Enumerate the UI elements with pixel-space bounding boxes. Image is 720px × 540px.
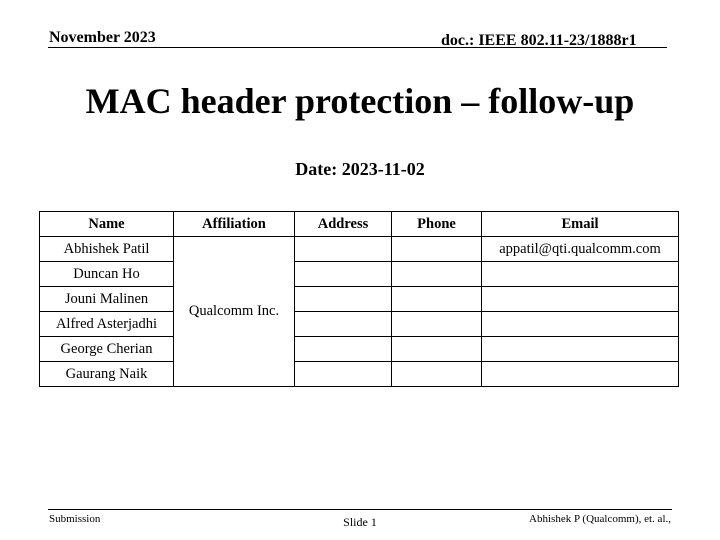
author-address (295, 287, 392, 312)
table-row (40, 262, 679, 287)
author-address (295, 262, 392, 287)
authors-table (39, 211, 679, 387)
footer-divider (48, 509, 672, 510)
author-phone (392, 337, 482, 362)
table-row (40, 362, 679, 387)
table-row (40, 237, 679, 262)
author-email (482, 262, 679, 287)
table-row (40, 287, 679, 312)
author-email: appatil@qti.qualcomm.com (482, 237, 679, 262)
author-address (295, 337, 392, 362)
slide-date: Date: 2023-11-02 (295, 159, 425, 179)
author-address (295, 312, 392, 337)
header-doc-id: doc.: IEEE 802.11-23/1888r1 (441, 32, 637, 49)
header-divider (48, 47, 667, 48)
author-name: Alfred Asterjadhi (40, 312, 174, 337)
author-name: Abhishek Patil (40, 237, 174, 262)
footer-slide-number: Slide 1 (343, 515, 377, 529)
author-email (482, 362, 679, 387)
author-name: Jouni Malinen (40, 287, 174, 312)
author-phone (392, 312, 482, 337)
table-row (40, 312, 679, 337)
table-header-row (40, 212, 679, 237)
author-email (482, 312, 679, 337)
author-address (295, 237, 392, 262)
footer-author: Abhishek P (Qualcomm), et. al., (529, 513, 671, 525)
author-phone (392, 287, 482, 312)
author-name: George Cherian (40, 337, 174, 362)
header-cell-email: Email (482, 212, 679, 237)
author-affiliation: Qualcomm Inc. (174, 237, 295, 387)
header-cell-phone: Phone (392, 212, 482, 237)
header-cell-affiliation: Affiliation (174, 212, 295, 237)
header-cell-name: Name (40, 212, 174, 237)
author-email (482, 337, 679, 362)
author-email (482, 287, 679, 312)
slide-title: MAC header protection – follow-up (85, 81, 635, 121)
author-phone (392, 237, 482, 262)
author-address (295, 362, 392, 387)
header-cell-address: Address (295, 212, 392, 237)
author-phone (392, 262, 482, 287)
footer-submission: Submission (49, 513, 101, 525)
table-row (40, 337, 679, 362)
author-phone (392, 362, 482, 387)
author-name: Duncan Ho (40, 262, 174, 287)
header-date: November 2023 (49, 29, 156, 46)
author-name: Gaurang Naik (40, 362, 174, 387)
